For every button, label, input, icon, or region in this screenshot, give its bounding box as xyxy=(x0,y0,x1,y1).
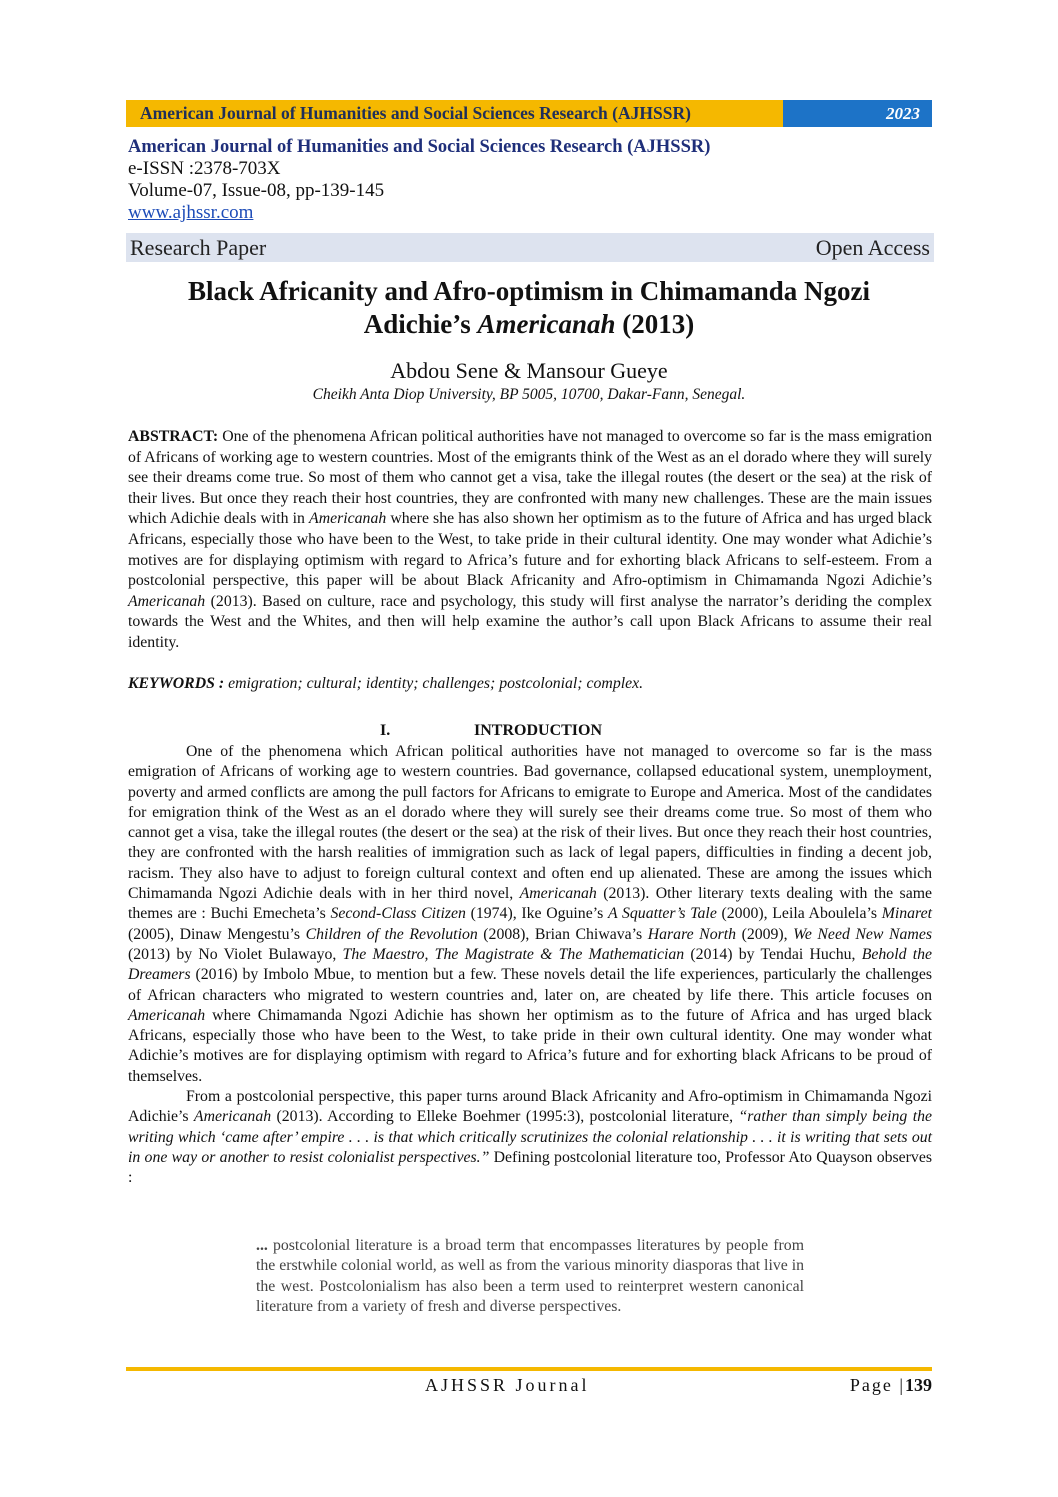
text-run: (2013). According to Elleke Boehmer (1995:3), postcolonial literature, xyxy=(271,1108,739,1126)
footer-divider xyxy=(126,1367,932,1371)
text-run: (2016) by Imbolo Mbue, to mention but a few. These novels detail the life experiences, particularly the challenges of African characters who migrated to western countries and, later on, are cheated by life there. This article focuses on xyxy=(128,966,932,1004)
volume-issue: Volume-07, Issue-08, pp-139-145 xyxy=(128,180,385,201)
paper-title xyxy=(126,275,932,341)
abstract-text: One of the phenomena African political authorities have not managed to overcome so far is the mass emigration of Africans of working age to western countries. Most of the emigrants think of the West as an el dorado where they will surely see their dreams come true. So most of them who cannot get a visa, take the illegal routes (the desert or the sea) at the risk of their lives. But once they reach their host countries, they are confronted with many new challenges. These are the main issues which Adichie deals with in xyxy=(128,428,932,528)
text-run: (1974), Ike Oguine’s xyxy=(465,905,608,923)
keywords-label: KEYWORDS : xyxy=(128,675,225,692)
header-year: 2023 xyxy=(783,100,932,127)
text-run: (2009), xyxy=(736,925,794,943)
abstract-italic: Americanah xyxy=(309,510,387,528)
book-title: Harare North xyxy=(647,925,737,943)
section-title: INTRODUCTION xyxy=(474,722,603,739)
quote-ellipsis: ... xyxy=(256,1237,268,1254)
meta-journal-name: American Journal of Humanities and Social Sciences Research (AJHSSR) xyxy=(128,137,711,157)
text-run: One of the phenomena which African political authorities have not managed to overcome so far is the mass emigration of Africans of working age to western countries. Bad governance, collapsed educational system, unemployment, poverty and armed conflicts are among the pull factors for Africans to emigrate to Europe and America. Most of the candidates for emigration think of the West as an el dorado where they will surely see their dreams come true. So most of them who cannot get a visa, take the illegal routes (the desert or the sea) at the risk of their lives. But once they reach their host countries, they are confronted with the harsh realities of immigration such as lack of legal papers, difficulties in finding a decent job, racism. They also have to adjust to foreign cultural context and often end up alienated. These are among the issues which Chimamanda Ngozi Adichie deals with in her third novel, xyxy=(128,743,932,903)
book-title: Second-Class Citizen xyxy=(330,905,466,923)
text-run: Defining postcolonial literature too, Professor Ato Quayson observes : xyxy=(128,1148,932,1187)
affiliation: Cheikh Anta Diop University, BP 5005, 10700, Dakar-Fann, Senegal. xyxy=(312,386,746,403)
book-title: Americanah xyxy=(128,1006,206,1024)
quote-text: postcolonial literature is a broad term that encompasses literatures by people from the erstwhile colonial world, as well as from the various minority diasporas that live in the west. Postcolonialism has also been a term used to reinterpret western canonical literature from a variety of fresh and diverse perspectives. xyxy=(256,1237,804,1316)
intro-paragraph-1 xyxy=(128,742,932,1087)
text-run: where Chimamanda Ngozi Adichie has shown her optimism as to the future of Africa and has urged black Africans, especially those who have been to the West, to take pride in their own cultural identity. One may wonder what Adichie’s motives are for displaying optimism with regard to Africa’s future and for exhorting black Africans to be proud of themselves. xyxy=(128,1006,932,1085)
paper-type-band xyxy=(126,233,934,262)
text-run: (2013) by No Violet Bulawayo, xyxy=(128,945,343,963)
book-title: The Maestro, The Magistrate & The Mathematician xyxy=(342,945,685,963)
keywords-text: emigration; cultural; identity; challenges; postcolonial; complex. xyxy=(224,675,644,692)
authors: Abdou Sene & Mansour Gueye xyxy=(390,358,668,383)
text-run: From a postcolonial perspective, this paper turns around Black Africanity and Afro-optimism in Chimamanda Ngozi Adichie’s xyxy=(128,1088,932,1126)
text-run: (2000), Leila Aboulela’s xyxy=(716,905,882,923)
intro-paragraph-2 xyxy=(128,1087,932,1188)
text-run: (2008), Brian Chiwava’s xyxy=(477,925,648,943)
journal-url-link[interactable]: www.ajhssr.com xyxy=(128,202,254,223)
running-header xyxy=(126,100,932,127)
access-type: Open Access xyxy=(815,234,930,260)
book-title: We Need New Names xyxy=(793,925,932,943)
title-text: Adichie’s xyxy=(363,309,478,339)
paper-type: Research Paper xyxy=(130,234,267,260)
block-quote xyxy=(256,1236,804,1318)
book-title: Behold the Dreamers xyxy=(128,945,932,984)
title-line-1: Black Africanity and Afro-optimism in Chimamanda Ngozi xyxy=(187,276,871,306)
footer-page-number xyxy=(850,1375,932,1396)
journal-meta xyxy=(128,136,934,224)
text-run: (2005), Dinaw Mengestu’s xyxy=(128,925,306,943)
title-line-2 xyxy=(126,308,932,341)
text-run: (2013). Other literary texts dealing with the same themes are : Buchi Emecheta’s xyxy=(128,885,932,923)
book-title: Americanah xyxy=(193,1108,272,1126)
book-title: Children of the Revolution xyxy=(305,925,478,943)
introduction-body xyxy=(128,742,932,1189)
abstract-italic: Americanah xyxy=(128,592,206,610)
abstract-label: ABSTRACT: xyxy=(128,428,219,445)
title-year: (2013) xyxy=(615,309,695,339)
section-heading xyxy=(380,722,602,740)
text-run: (2014) by Tendai Huchu, xyxy=(684,945,862,963)
footer-journal: AJHSSR Journal xyxy=(425,1375,590,1395)
keywords xyxy=(128,675,932,693)
page-label: Page | xyxy=(849,1375,905,1395)
abstract-text: where she has also shown her optimism as to the future of Africa and has urged black Africans, especially those who have been to the West, to take pride in their cultural identity. One may wonder what Adichie’s motives are for displaying optimism with regard to Africa’s future and for exhorting black Africans to self-esteem. From a postcolonial perspective, this paper will be about Black Africanity and Afro-optimism in Chimamanda Ngozi Adichie’s xyxy=(128,510,932,590)
abstract xyxy=(128,427,932,654)
page-number: 139 xyxy=(905,1375,932,1395)
inline-quotation: “rather than simply being the writing which ‘came after’ empire . . . is that which critically scrutinizes the colonial relationship . . . it is writing that sets out in one way or another to resist colonialist perspectives.” xyxy=(128,1108,932,1166)
header-journal-name: American Journal of Humanities and Social Sciences Research (AJHSSR) xyxy=(126,100,783,127)
book-title: Americanah xyxy=(519,885,597,903)
issn: e-ISSN :2378-703X xyxy=(128,158,281,179)
title-italic: Americanah xyxy=(477,309,616,339)
book-title: Minaret xyxy=(881,905,932,923)
book-title: A Squatter’s Tale xyxy=(607,905,717,923)
section-number: I. xyxy=(380,722,391,739)
abstract-text: (2013). Based on culture, race and psychology, this study will first analyse the narrator’s deriding the complex towards the West and the Whites, and then will help examine the author’s call upon Black Africans to assume their real identity. xyxy=(128,592,932,651)
